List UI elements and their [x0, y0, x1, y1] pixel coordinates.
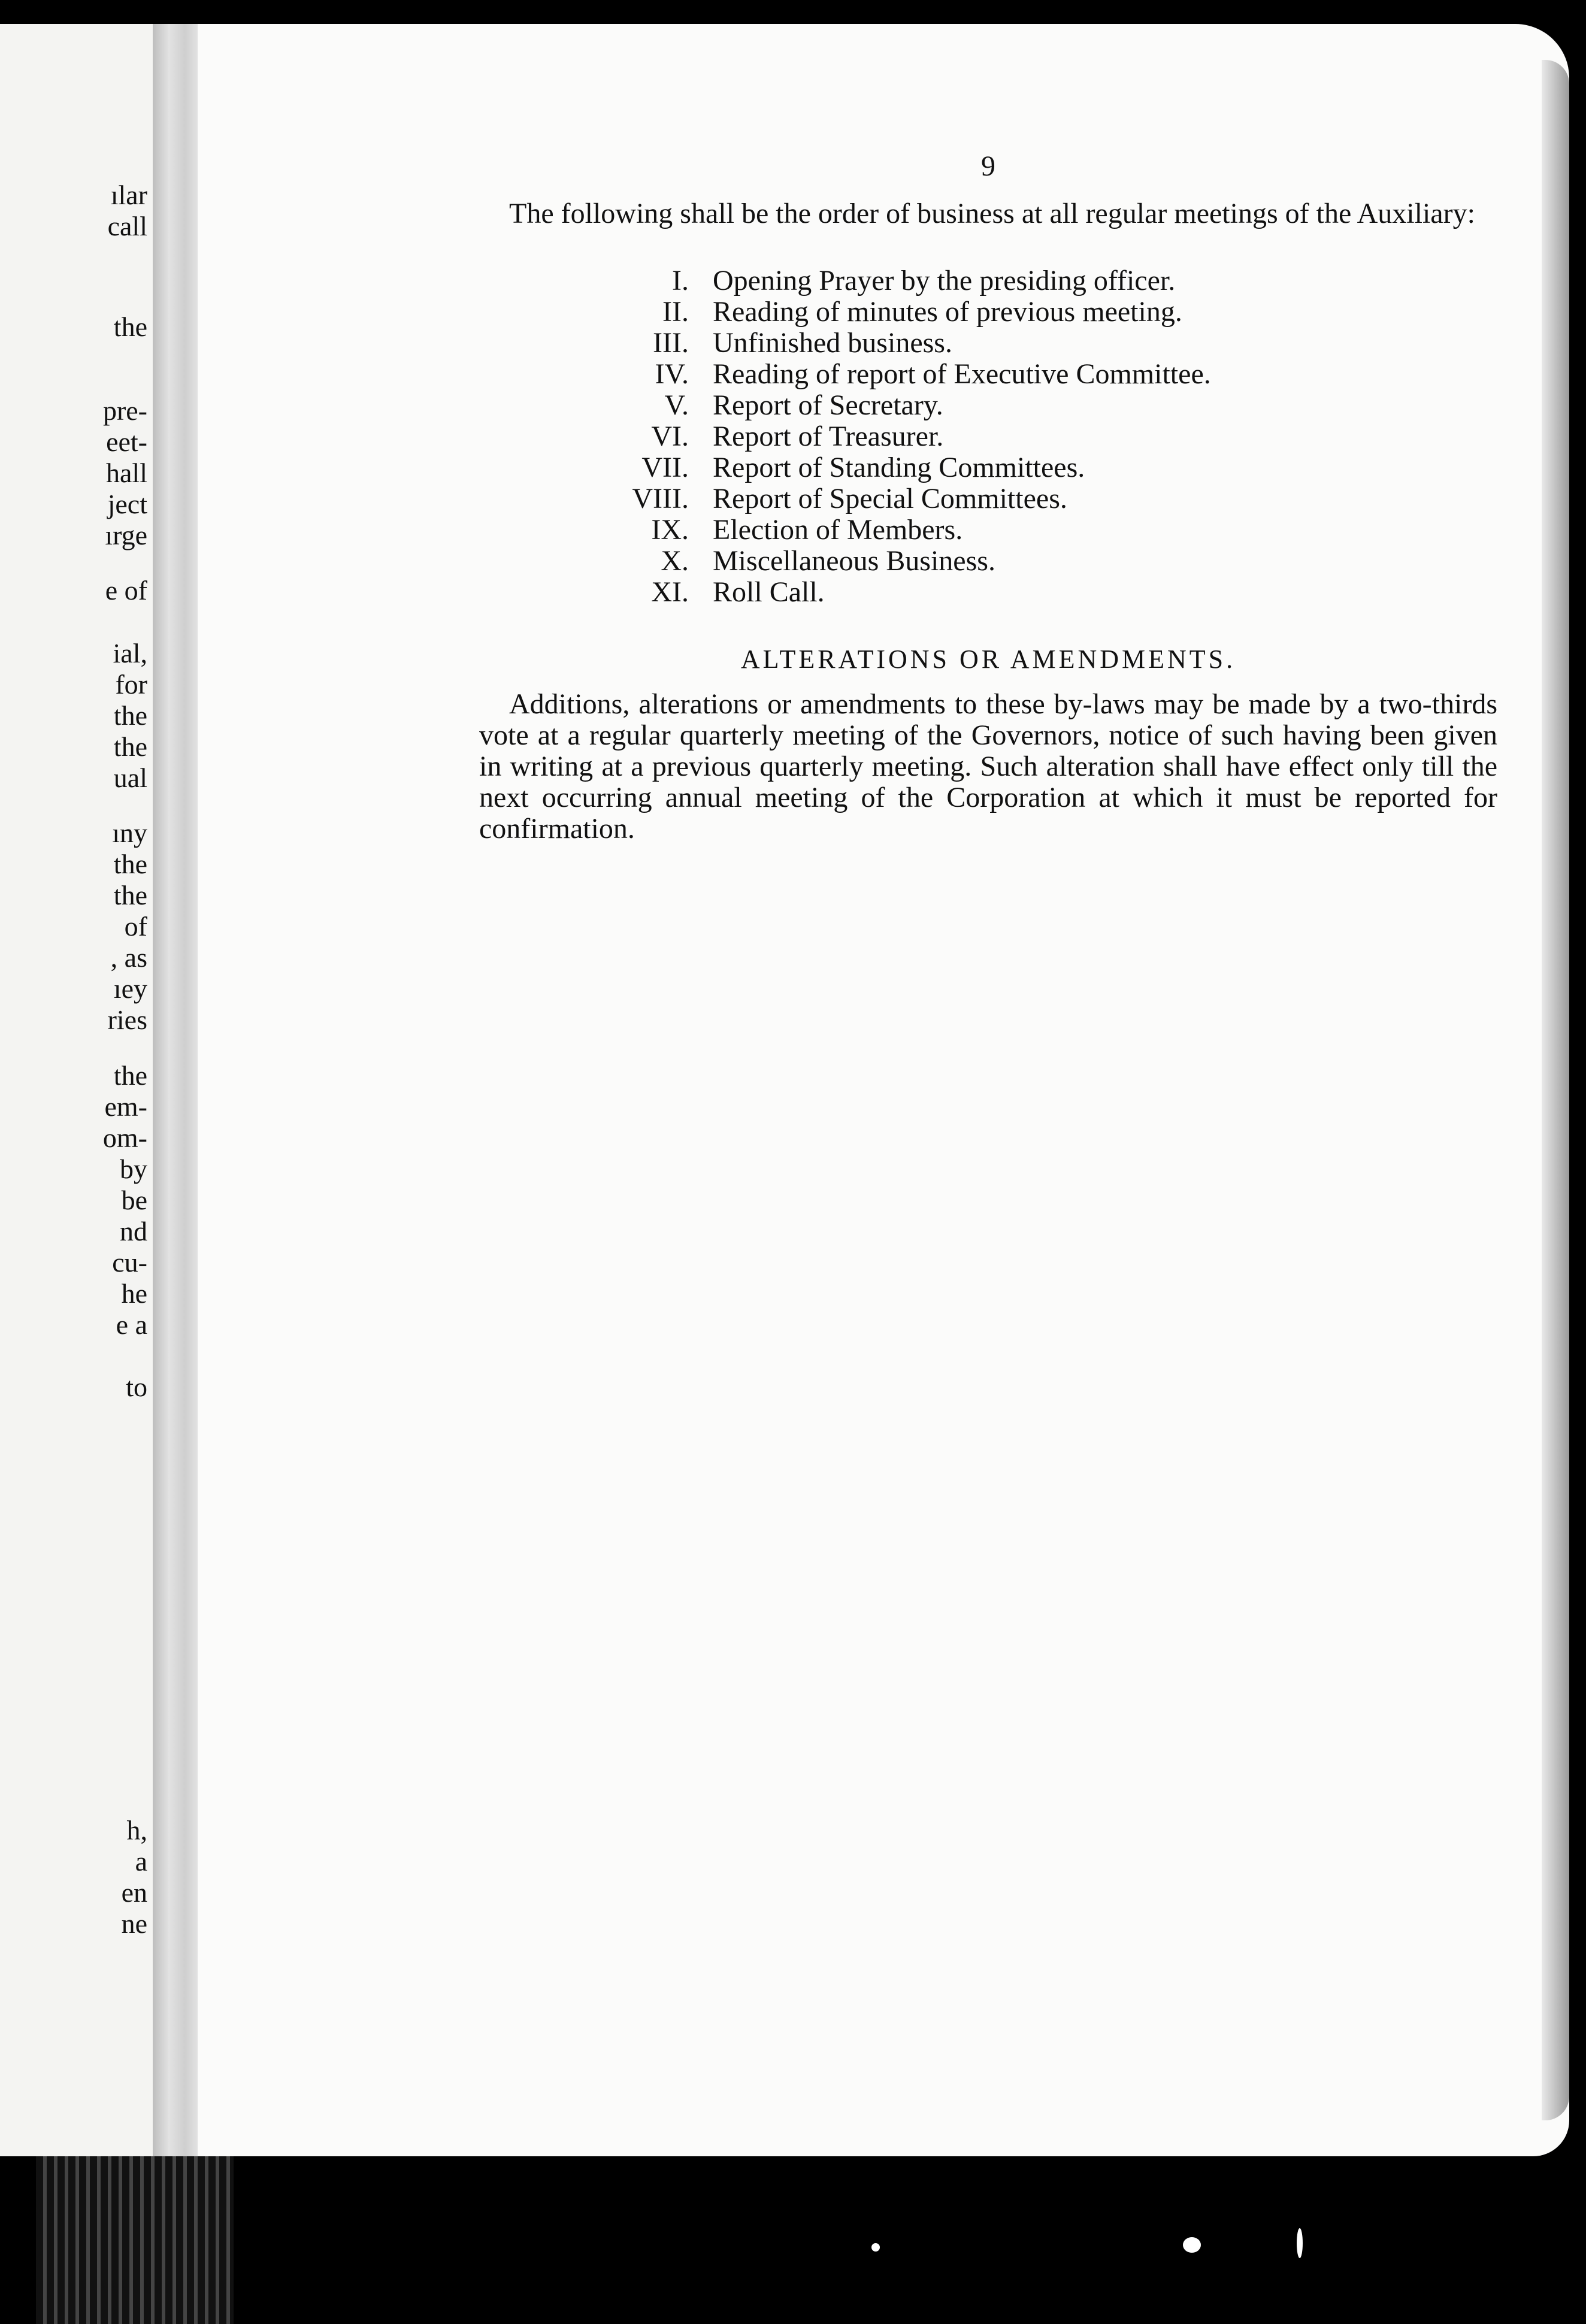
list-item	[479, 265, 1497, 296]
list-item	[479, 483, 1497, 515]
scan-speck	[1183, 2237, 1201, 2253]
left-page-text-fragment: hall	[106, 458, 147, 488]
left-page-text-fragment: ılar	[110, 180, 147, 210]
intro-paragraph: The following shall be the order of business at all regular meetings of the Auxiliary:	[509, 198, 1475, 229]
left-page-text-fragment: a	[135, 1846, 147, 1877]
list-item	[479, 515, 1497, 546]
list-item	[479, 452, 1497, 483]
list-item	[479, 577, 1497, 608]
list-item-text: Miscellaneous Business.	[713, 545, 995, 577]
list-item-text: Roll Call.	[713, 576, 825, 608]
list-item-number: II.	[662, 296, 689, 328]
list-item	[479, 390, 1497, 421]
left-page-text-fragment: be	[121, 1185, 147, 1215]
left-page-text-fragment: ırge	[105, 520, 147, 550]
left-page-text-fragment: the	[113, 1060, 147, 1091]
list-item-number: III.	[653, 327, 689, 359]
list-item	[479, 359, 1497, 390]
list-item	[479, 296, 1497, 328]
left-page-text-fragment: for	[115, 669, 147, 700]
page-content	[479, 150, 1497, 845]
order-of-business-list	[479, 265, 1497, 608]
left-page-text-fragment: h,	[126, 1815, 147, 1845]
scan-speck	[871, 2243, 880, 2252]
left-page-text-fragment: the	[113, 311, 147, 342]
left-page-text-fragment: ries	[107, 1004, 147, 1035]
list-item-number: X.	[661, 545, 689, 577]
list-item-number: VI.	[651, 420, 689, 452]
list-item	[479, 421, 1497, 452]
list-item-number: IX.	[651, 514, 689, 546]
left-page-text-fragment: ual	[113, 762, 147, 793]
binding-stitching	[36, 2156, 234, 2324]
list-item-text: Reading of report of Executive Committee.	[713, 358, 1211, 390]
list-item-number: V.	[664, 389, 689, 421]
left-page-edge	[0, 24, 156, 2156]
left-page-text-fragment: ıey	[113, 973, 147, 1004]
list-item-number: I.	[672, 265, 689, 296]
left-page-text-fragment: pre-	[102, 395, 147, 426]
left-page-text-fragment: cu-	[112, 1247, 147, 1278]
left-page-text-fragment: ıny	[112, 818, 147, 848]
left-page-text-fragment: the	[113, 731, 147, 762]
list-item-text: Report of Secretary.	[713, 389, 943, 421]
list-item-number: XI.	[651, 576, 689, 608]
scan-speck	[1297, 2228, 1303, 2258]
left-page-text-fragment: e a	[116, 1309, 147, 1340]
list-item-text: Reading of minutes of previous meeting.	[713, 296, 1182, 328]
left-page-text-fragment: by	[120, 1154, 147, 1184]
list-item-text: Report of Special Committees.	[713, 483, 1067, 515]
left-page-text-fragment: he	[121, 1278, 147, 1309]
section-heading: ALTERATIONS OR AMENDMENTS.	[740, 644, 1236, 674]
list-item-number: VII.	[641, 452, 689, 483]
left-page-text-fragment: of	[124, 911, 147, 942]
list-item-text: Election of Members.	[713, 514, 963, 546]
list-item	[479, 546, 1497, 577]
left-page-text-fragment: eet-	[106, 426, 147, 457]
left-page-text-fragment: ne	[121, 1908, 147, 1939]
left-page-text-fragment: , as	[110, 942, 147, 973]
amendments-paragraph: Additions, alterations or amendments to these by-laws may be made by a two-thirds vote at a regular quarterly meeting of the Governors, notice of such having been given in writing at a previous quarterly meeting. Such alteration shall have effect only till the next occurring annual meeting of the Corporation at which it must be reported for confirmation.	[479, 688, 1497, 845]
left-page-text-fragment: en	[121, 1877, 147, 1908]
left-page-text-fragment: e of	[105, 575, 147, 606]
list-item-text: Report of Standing Committees.	[713, 452, 1085, 483]
page-edge-shadow	[1542, 60, 1569, 2120]
list-item	[479, 328, 1497, 359]
left-page-text-fragment: the	[113, 880, 147, 910]
page-number: 9	[981, 150, 995, 182]
list-item-number: IV.	[655, 358, 689, 390]
list-item-text: Report of Treasurer.	[713, 420, 944, 452]
left-page-text-fragment: to	[126, 1372, 147, 1402]
scan-background	[0, 2156, 1586, 2324]
left-page-text-fragment: em-	[104, 1091, 147, 1122]
left-page-text-fragment: nd	[120, 1216, 147, 1246]
left-page-text-fragment: ject	[107, 489, 147, 519]
list-item-text: Opening Prayer by the presiding officer.	[713, 265, 1176, 296]
left-page-text-fragment: om-	[102, 1122, 147, 1153]
left-page-text-fragment: the	[113, 849, 147, 879]
list-item-number: VIII.	[632, 483, 689, 515]
left-page-text-fragment: ial,	[113, 638, 147, 668]
document-page	[198, 24, 1569, 2156]
left-page-text-fragment: the	[113, 700, 147, 731]
list-item-text: Unfinished business.	[713, 327, 952, 359]
left-page-text-fragment: call	[107, 211, 147, 241]
